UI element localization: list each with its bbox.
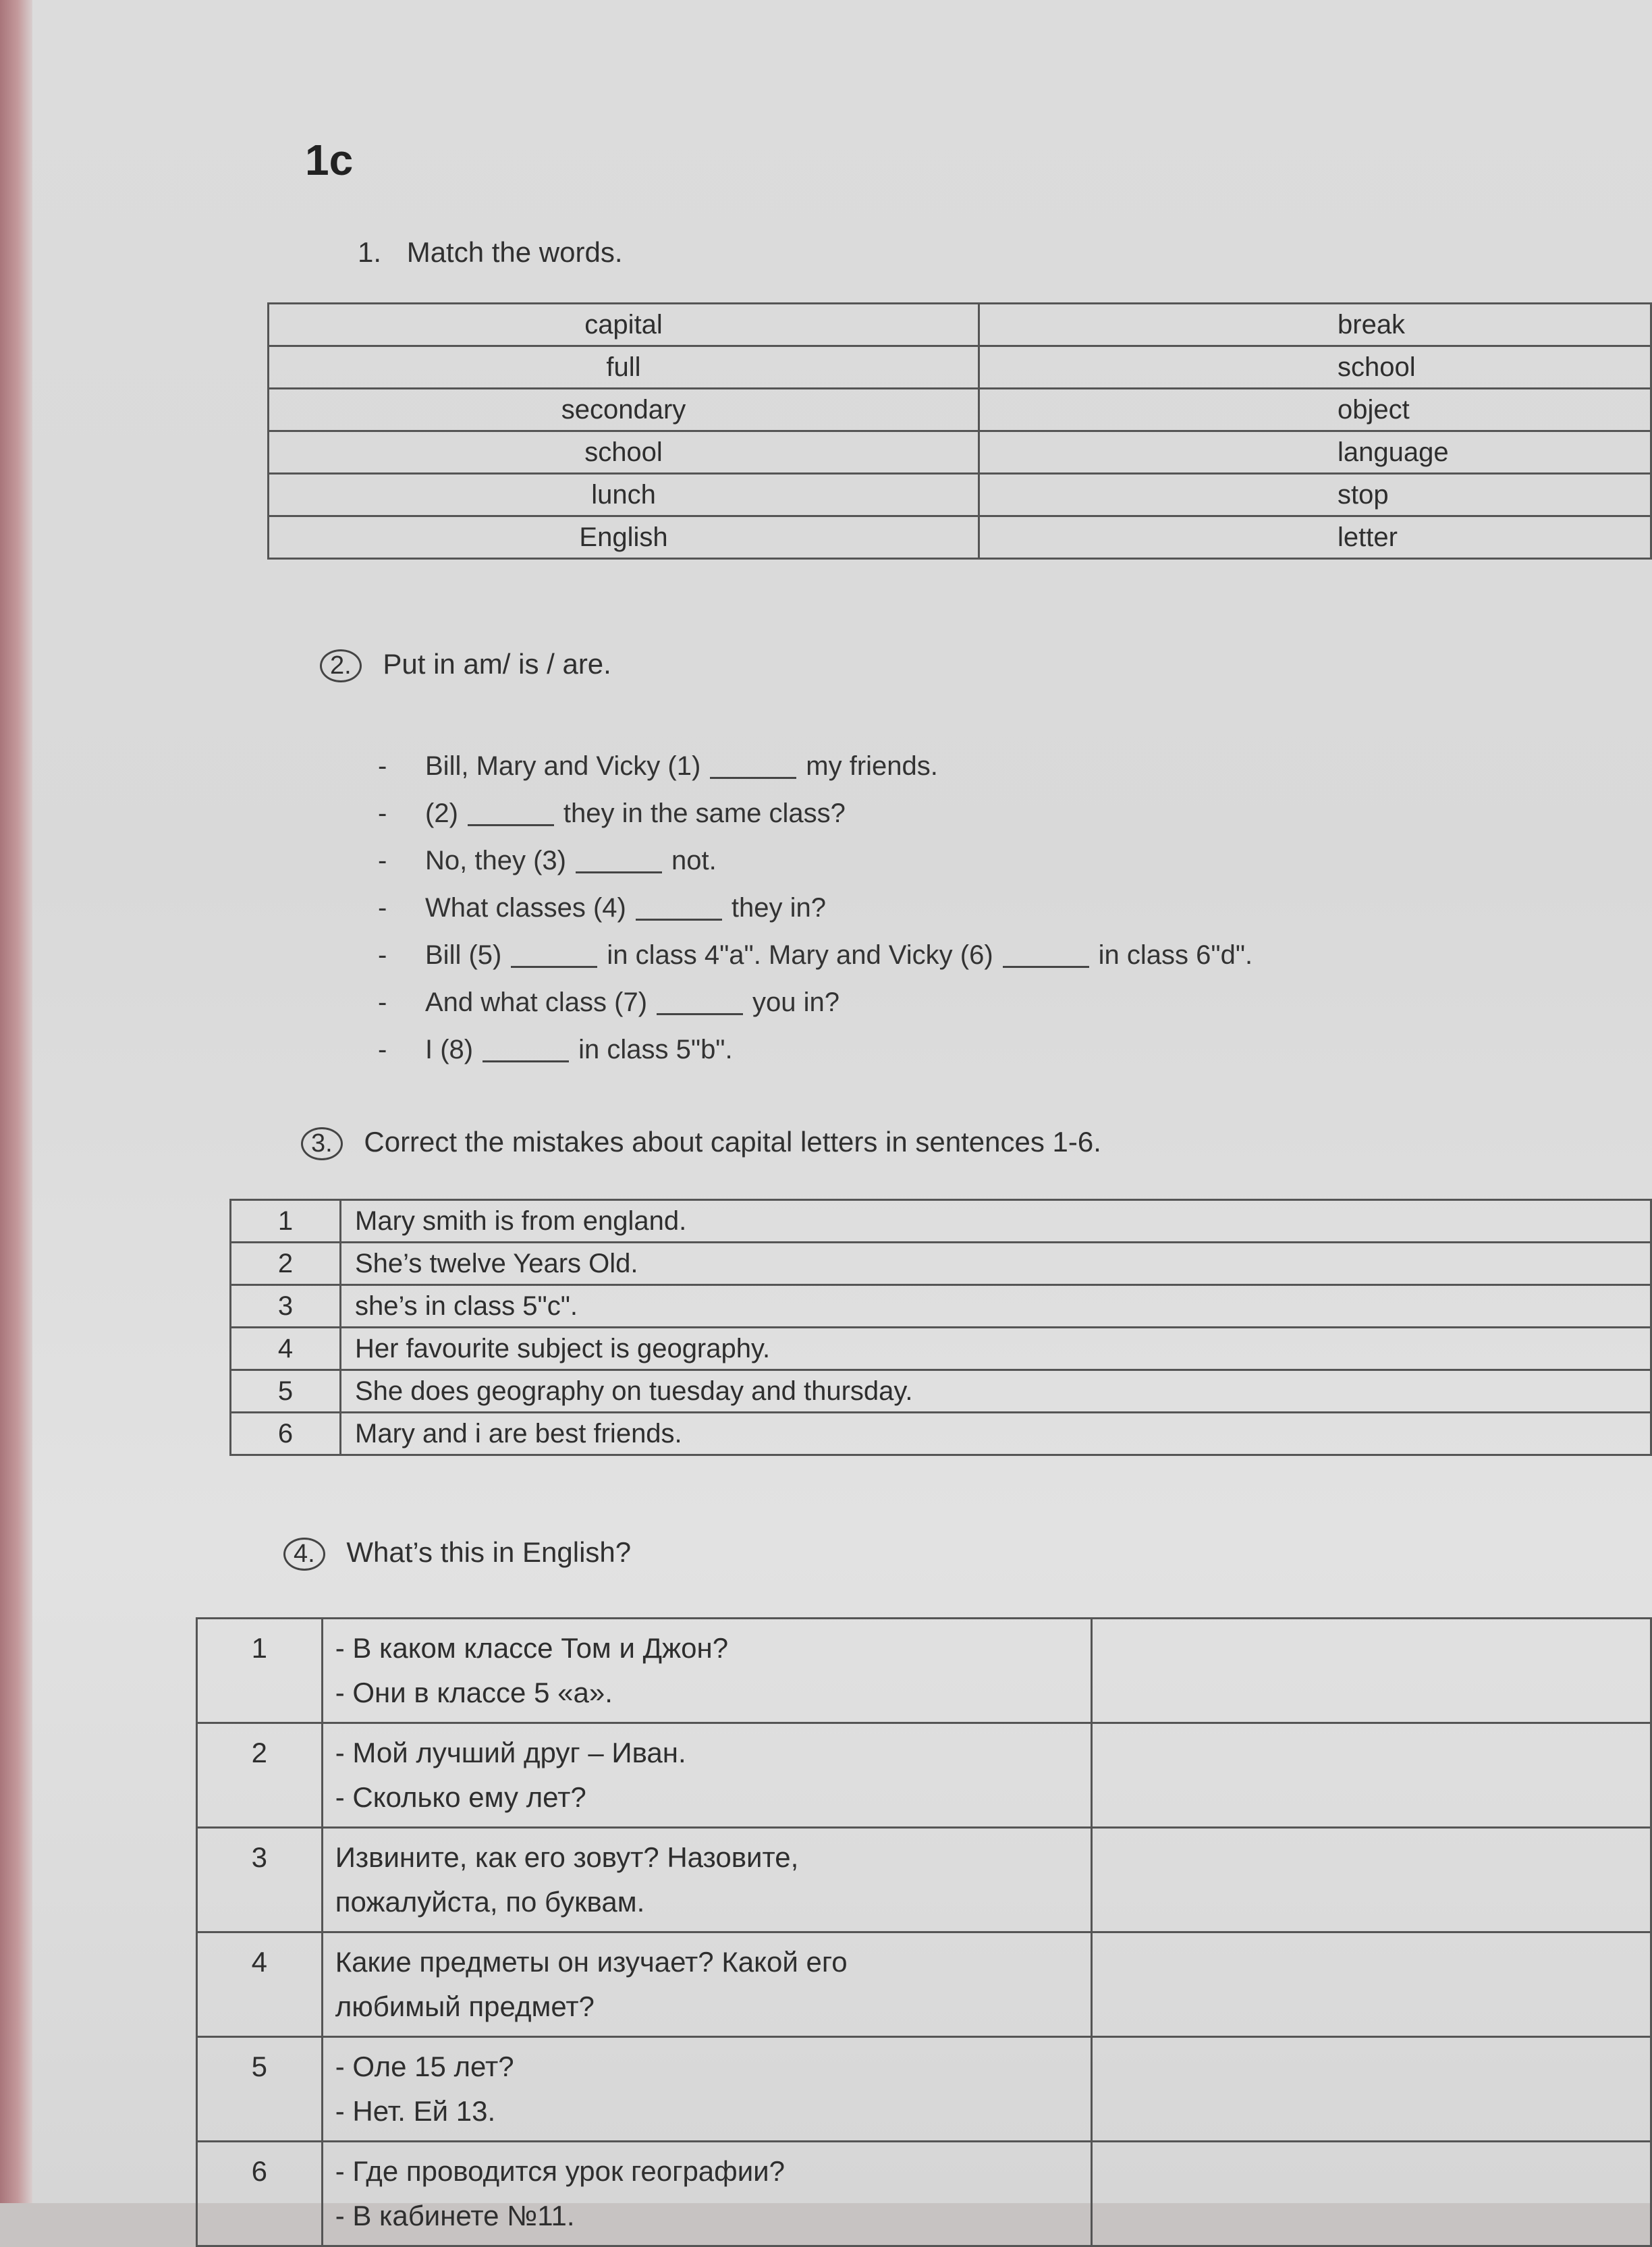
answer-cell[interactable] [1091, 2037, 1651, 2142]
task1-number: 1. [358, 236, 382, 268]
answer-blank[interactable] [710, 754, 796, 779]
left-word: lunch [269, 474, 979, 516]
answer-cell[interactable] [1091, 2142, 1651, 2246]
capital-letters-table [229, 1199, 1652, 1456]
table-row: 4 Какие предметы он изучает? Какой его любимый предмет? [197, 1932, 1651, 2037]
table-row: 3 she’s in class 5"c". [231, 1285, 1651, 1328]
table-row: 6 Mary and i are best friends. [231, 1413, 1651, 1455]
answer-blank[interactable] [1003, 943, 1089, 968]
sentence-row: - No, they (3) not. [378, 845, 717, 875]
table-row [269, 474, 1651, 516]
task3-number: 3. [301, 1127, 343, 1160]
sentence-row: - I (8) in class 5"b". [378, 1034, 733, 1064]
table-row: 1 Mary smith is from england. [231, 1200, 1651, 1243]
fill-in-sentences [378, 742, 1252, 1073]
table-row [269, 304, 1651, 346]
sentence-row: - Bill, Mary and Vicky (1) my friends. [378, 751, 938, 781]
task2-text: Put in am/ is / are. [383, 648, 611, 680]
answer-blank[interactable] [468, 801, 554, 826]
table-row: 6 - Где проводится урок географии? - В кабинете №11. [197, 2142, 1651, 2246]
task2-instruction [320, 648, 611, 682]
task3-instruction [301, 1126, 1101, 1160]
task1-text: Match the words. [406, 236, 623, 268]
table-row [269, 516, 1651, 559]
answer-blank[interactable] [511, 943, 597, 968]
right-word: letter [979, 516, 1651, 559]
sentence-row: - (2) they in the same class? [378, 798, 846, 828]
right-word: school [979, 346, 1651, 389]
left-word: full [269, 346, 979, 389]
match-words-table [267, 302, 1652, 560]
answer-blank[interactable] [576, 848, 662, 873]
table-surface [0, 0, 32, 2203]
table-row: 1 - В каком классе Том и Джон? - Они в классе 5 «а». [197, 1619, 1651, 1723]
table-row [269, 346, 1651, 389]
translation-table [196, 1617, 1652, 2247]
answer-cell[interactable] [1091, 1828, 1651, 1932]
table-row: 2 She’s twelve Years Old. [231, 1243, 1651, 1285]
right-word: stop [979, 474, 1651, 516]
table-row: 4 Her favourite subject is geography. [231, 1328, 1651, 1370]
left-word: secondary [269, 389, 979, 431]
task4-text: What’s this in English? [346, 1536, 632, 1568]
table-row: 5 She does geography on tuesday and thursday. [231, 1370, 1651, 1413]
task4-instruction [283, 1536, 631, 1571]
right-word: language [979, 431, 1651, 474]
table-row: 3 Извините, как его зовут? Назовите, пожалуйста, по буквам. [197, 1828, 1651, 1932]
task2-number: 2. [320, 649, 362, 682]
task3-text: Correct the mistakes about capital letters in sentences 1-6. [364, 1126, 1101, 1158]
right-word: break [979, 304, 1651, 346]
sentence-row: - Bill (5) in class 4"a". Mary and Vicky (6) in class 6"d". [378, 940, 1253, 970]
answer-cell[interactable] [1091, 1932, 1651, 2037]
answer-blank[interactable] [636, 896, 722, 921]
table-row [269, 431, 1651, 474]
table-row [269, 389, 1651, 431]
left-word: school [269, 431, 979, 474]
left-word: capital [269, 304, 979, 346]
table-row: 5 - Оле 15 лет? - Нет. Ей 13. [197, 2037, 1651, 2142]
left-word: English [269, 516, 979, 559]
answer-cell[interactable] [1091, 1619, 1651, 1723]
sentence-row: - What classes (4) they in? [378, 892, 826, 923]
sentence-row: - And what class (7) you in? [378, 987, 840, 1017]
task1-instruction [358, 236, 623, 269]
page-heading: 1c [305, 136, 354, 184]
right-word: object [979, 389, 1651, 431]
answer-blank[interactable] [483, 1037, 569, 1062]
answer-cell[interactable] [1091, 1723, 1651, 1828]
table-row: 2 - Мой лучший друг – Иван. - Сколько ему лет? [197, 1723, 1651, 1828]
task4-number: 4. [283, 1538, 325, 1571]
answer-blank[interactable] [657, 990, 743, 1015]
